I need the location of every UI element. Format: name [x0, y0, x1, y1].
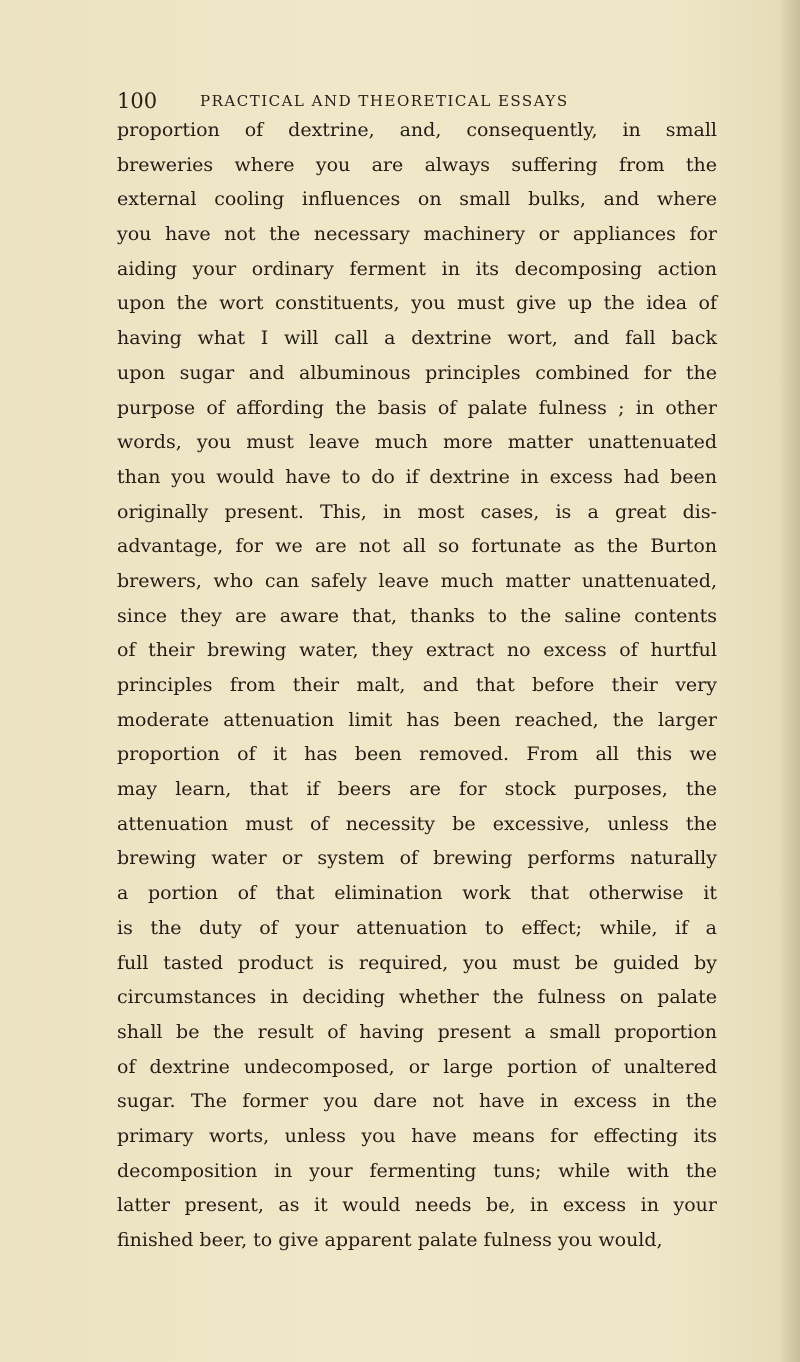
text-line: purpose of affording the basis of palate fulness ; in other: [117, 396, 717, 419]
text-line: having what I will call a dextrine wort, and fall back: [117, 327, 717, 350]
text-line: words, you must leave much more matter unattenuated: [117, 431, 717, 454]
text-line: full tasted product is required, you must be guided by: [117, 951, 717, 974]
text-line: since they are aware that, thanks to the saline contents: [117, 604, 717, 627]
text-line: latter present, as it would needs be, in excess in your: [117, 1194, 717, 1217]
text-line: advantage, for we are not all so fortunate as the Burton: [117, 535, 717, 558]
text-line: a portion of that elimination work that otherwise it: [117, 882, 717, 905]
page-edge-shadow: [778, 0, 800, 1362]
text-line: finished beer, to give apparent palate fulness you would,: [117, 1229, 663, 1251]
text-line: upon the wort constituents, you must give up the idea of: [117, 292, 717, 315]
text-line: brewers, who can safely leave much matter unattenuated,: [117, 569, 717, 592]
text-line: moderate attenuation limit has been reached, the larger: [117, 708, 717, 731]
text-line: shall be the result of having present a small proportion: [117, 1020, 717, 1043]
text-line: breweries where you are always suffering from the: [117, 153, 717, 176]
text-line: sugar. The former you dare not have in excess in the: [117, 1090, 717, 1113]
text-line: external cooling influences on small bulks, and where: [117, 188, 717, 211]
text-line: you have not the necessary machinery or appliances for: [117, 223, 717, 246]
text-line: decomposition in your fermenting tuns; while with the: [117, 1159, 717, 1182]
text-line: originally present. This, in most cases, is a great dis-: [117, 500, 717, 523]
text-line: is the duty of your attenuation to effect; while, if a: [117, 916, 717, 939]
text-line: principles from their malt, and that before their very: [117, 674, 717, 696]
body-text: [117, 113, 717, 1258]
text-line: aiding your ordinary ferment in its decomposing action: [117, 257, 717, 280]
text-line: of dextrine undecomposed, or large portion of unaltered: [117, 1055, 717, 1078]
text-line: circumstances in deciding whether the fulness on palate: [117, 986, 717, 1009]
text-line: proportion of it has been removed. From all this we: [117, 743, 717, 766]
text-line: attenuation must of necessity be excessive, unless the: [117, 812, 717, 835]
text-line: primary worts, unless you have means for effecting its: [117, 1124, 717, 1147]
page-number: 100: [117, 89, 158, 113]
text-line: of their brewing water, they extract no excess of hurtful: [117, 639, 717, 662]
text-line: than you would have to do if dextrine in excess had been: [117, 465, 717, 488]
text-line: upon sugar and albuminous principles combined for the: [117, 361, 717, 384]
text-line: proportion of dextrine, and, consequently, in small: [117, 119, 717, 141]
running-title: PRACTICAL AND THEORETICAL ESSAYS: [200, 92, 569, 110]
text-line: brewing water or system of brewing performs naturally: [117, 847, 717, 870]
text-line: may learn, that if beers are for stock purposes, the: [117, 778, 717, 801]
